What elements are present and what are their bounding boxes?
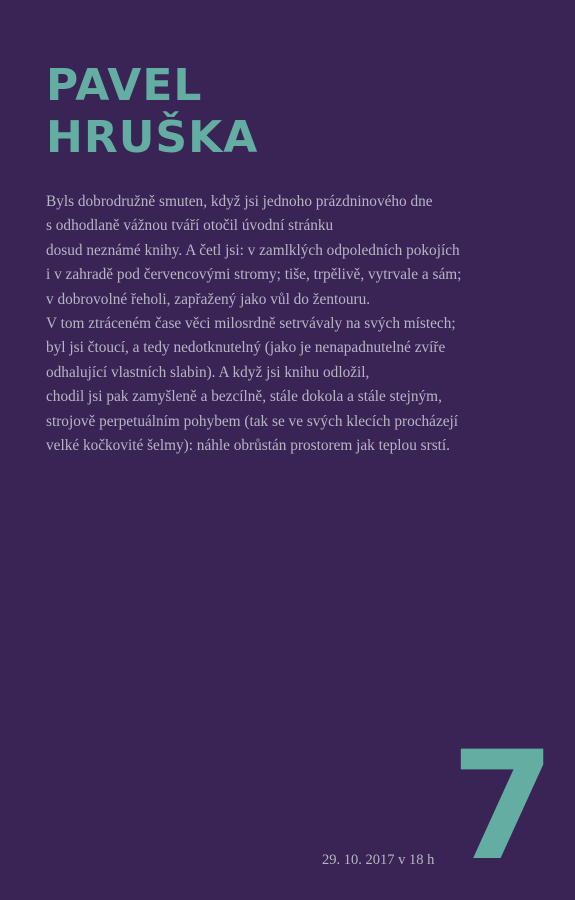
poem-line: V tom ztráceném čase věci milosrdně setrvávaly na svých místech; (46, 315, 456, 333)
poem-text (46, 190, 551, 458)
poem-line: dosud neznámé knihy. A četl jsi: v zamlklých odpoledních pokojích (46, 241, 460, 259)
poem-line: odhalující vlastních slabin). A když jsi knihu odložil, (46, 363, 370, 381)
poem-line: Byls dobrodružně smuten, když jsi jednoho prázdninového dne (46, 193, 433, 210)
poem-line: chodil jsi pak zamyšleně a bezcílně, stále dokola a stále stejným, (46, 388, 442, 406)
event-date: 29. 10. 2017 v 18 h (322, 852, 435, 868)
poem-line: s odhodlaně vážnou tváří otočil úvodní stránku (46, 217, 334, 235)
author-first-name: PAVEL (46, 60, 203, 111)
poem-line: byl jsi čtoucí, a tedy nedotknutelný (jako je nenapadnutelné zvíře (46, 339, 446, 357)
issue-number-text: 7 (450, 742, 556, 862)
issue-number (448, 742, 558, 862)
author-name (46, 60, 258, 164)
author-last-name: HRUŠKA (46, 112, 259, 163)
poem-line: strojově perpetuálním pohybem (tak se ve svých klecích procházejí (46, 412, 459, 430)
poem-line: v dobrovolné řeholi, zapřažený jako vůl do žentouru. (46, 290, 371, 308)
poem-line: velké kočkovité šelmy): náhle obrůstán prostorem jak teplou srstí. (46, 437, 451, 455)
poem-line: i v zahradě pod červencovými stromy; tiše, trpělivě, vytrvale a sám; (46, 266, 462, 284)
